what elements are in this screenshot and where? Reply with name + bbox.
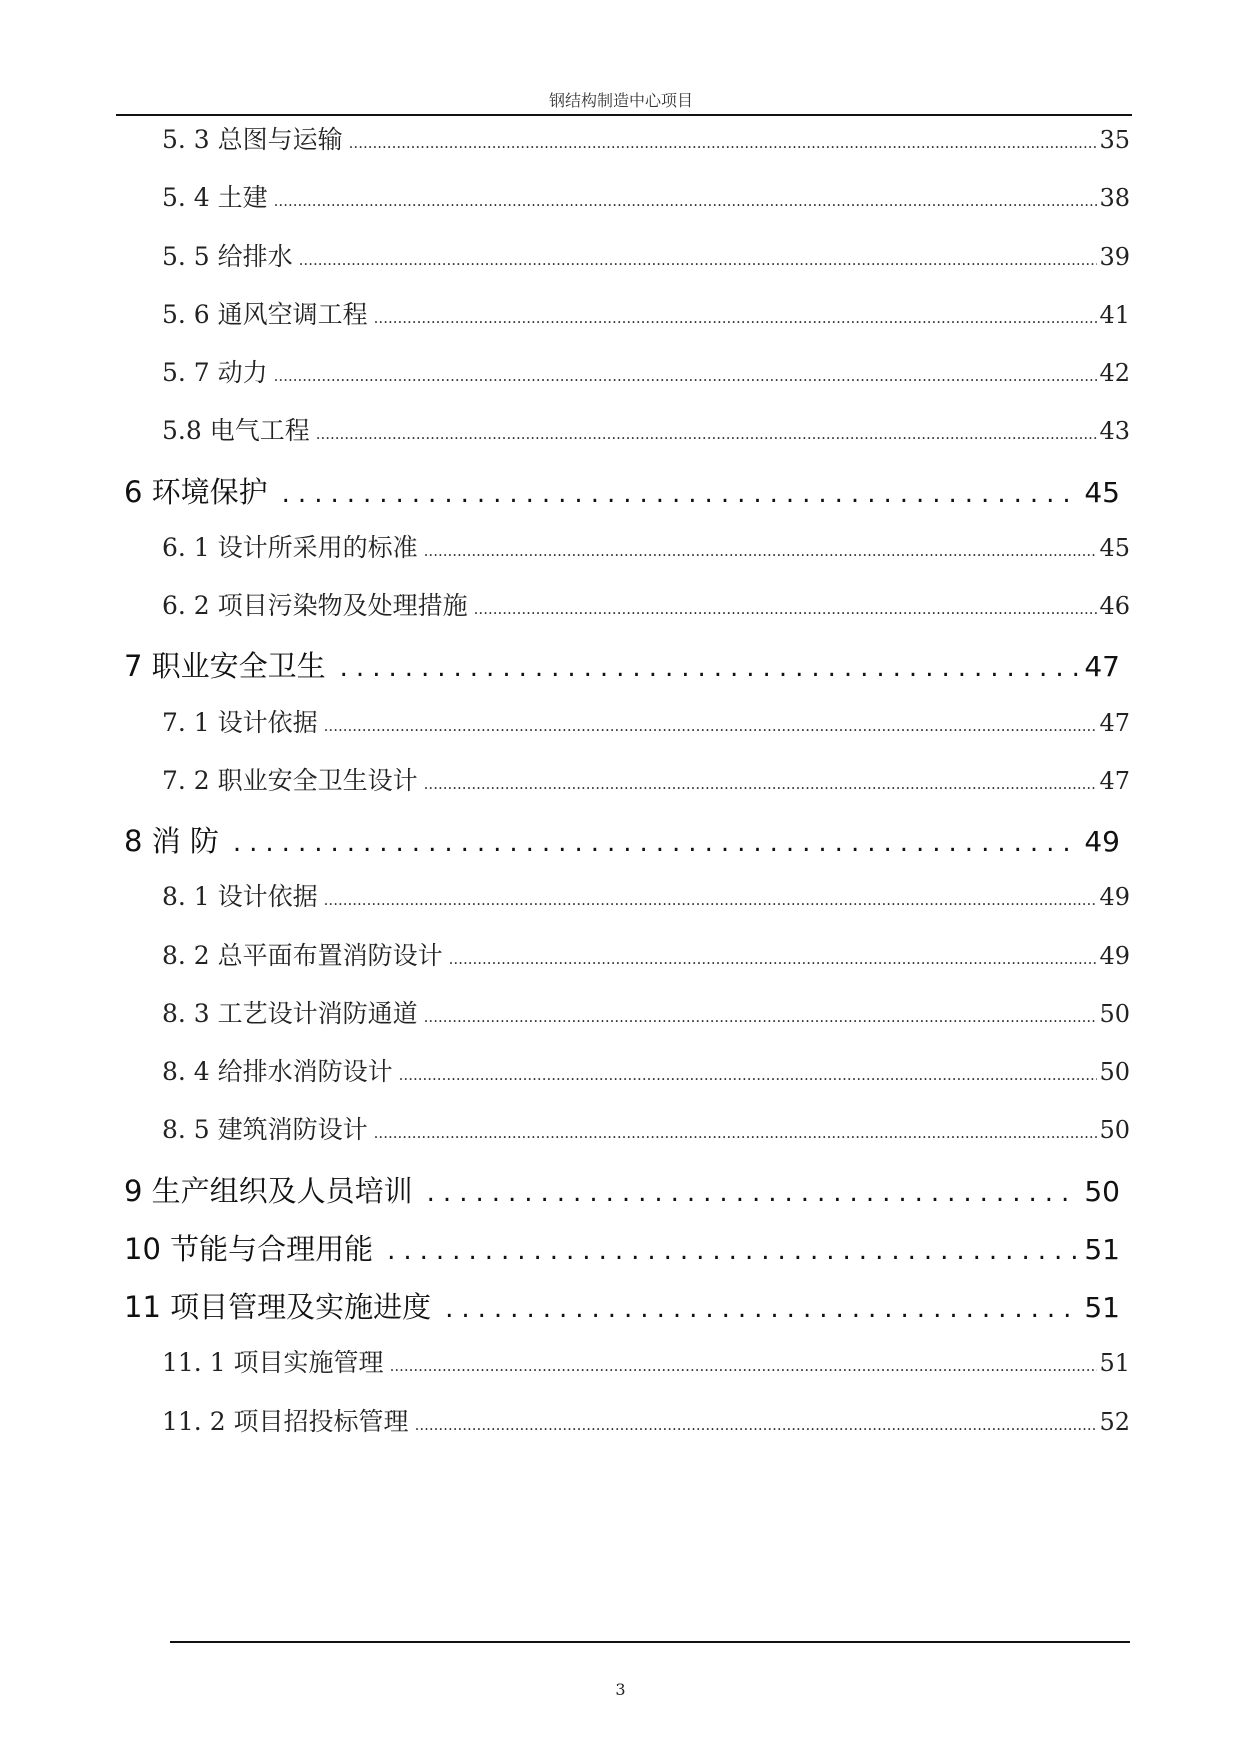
toc-section-entry xyxy=(162,1402,1130,1438)
toc-entry-page: 50 xyxy=(1099,1116,1130,1145)
toc-entry-page: 47 xyxy=(1099,766,1130,795)
toc-dot-leader xyxy=(233,828,1078,858)
toc-entry-page: 38 xyxy=(1099,184,1130,213)
toc-entry-title: 5. 3 总图与运输 xyxy=(162,125,343,154)
toc-entry-title: 5. 4 土建 xyxy=(162,183,268,213)
toc-entry-title: 7. 1 设计依据 xyxy=(162,707,318,737)
toc-entry-title: 5. 7 动力 xyxy=(162,358,268,387)
toc-entry-title: 7 职业安全卫生 xyxy=(124,649,326,684)
toc-entry-title: 8. 5 建筑消防设计 xyxy=(162,1115,368,1145)
toc-section-entry xyxy=(162,877,1130,913)
toc-entry-page: 49 xyxy=(1099,941,1130,970)
toc-entry-page: 43 xyxy=(1099,417,1130,446)
toc-entry-page: 51 xyxy=(1084,1291,1120,1324)
toc-entry-page: 50 xyxy=(1084,1174,1120,1208)
toc-section-entry xyxy=(162,1343,1130,1379)
toc-section-entry xyxy=(162,1052,1130,1088)
toc-entry-title: 6 环境保护 xyxy=(124,474,268,509)
toc-entry-page: 42 xyxy=(1099,359,1130,387)
toc-entry-title: 10 节能与合理用能 xyxy=(124,1231,374,1266)
toc-dot-leader xyxy=(474,600,1098,618)
toc-dot-leader xyxy=(399,1066,1098,1084)
toc-entry-page: 45 xyxy=(1099,533,1130,562)
toc-entry-title: 6. 1 设计所采用的标准 xyxy=(162,532,418,562)
toc-entry-page: 41 xyxy=(1099,300,1130,329)
toc-chapter-entry xyxy=(124,819,1120,860)
toc-dot-leader xyxy=(340,653,1079,683)
toc-chapter-entry xyxy=(124,644,1120,685)
toc-entry-page: 47 xyxy=(1084,650,1120,684)
toc-entry-title: 11. 2 项目招投标管理 xyxy=(162,1406,409,1436)
toc-chapter-entry xyxy=(124,1227,1120,1268)
toc-section-entry xyxy=(162,528,1130,564)
toc-dot-leader xyxy=(282,479,1079,509)
toc-entry-page: 46 xyxy=(1099,592,1130,620)
toc-entry-title: 8. 4 给排水消防设计 xyxy=(162,1057,393,1086)
toc-chapter-entry xyxy=(124,470,1120,511)
toc-entry-title: 8. 2 总平面布置消防设计 xyxy=(162,940,443,970)
toc-entry-title: 11 项目管理及实施进度 xyxy=(124,1290,432,1324)
toc-entry-title: 8. 1 设计依据 xyxy=(162,882,318,912)
toc-entry-page: 39 xyxy=(1099,242,1130,271)
toc-dot-leader xyxy=(387,1236,1078,1266)
toc-section-entry xyxy=(162,761,1130,797)
footer-rule xyxy=(170,1641,1130,1643)
toc-entry-title: 8 消 防 xyxy=(124,824,219,858)
toc-dot-leader xyxy=(324,891,1098,909)
toc-entry-page: 50 xyxy=(1099,1058,1130,1086)
toc-section-entry xyxy=(162,295,1130,331)
toc-entry-title: 9 生产组织及人员培训 xyxy=(124,1173,413,1208)
toc-entry-page: 45 xyxy=(1084,475,1120,509)
toc-dot-leader xyxy=(445,1294,1078,1324)
toc-chapter-entry xyxy=(124,1169,1120,1210)
toc-entry-page: 49 xyxy=(1099,883,1130,912)
running-header: 钢结构制造中心项目 xyxy=(548,91,693,110)
toc-entry-title: 5. 5 给排水 xyxy=(162,241,293,271)
toc-dot-leader xyxy=(299,251,1098,269)
toc-entry-title: 6. 2 项目污染物及处理措施 xyxy=(162,591,468,620)
toc-dot-leader xyxy=(274,367,1098,385)
toc-dot-leader xyxy=(449,950,1098,968)
toc-entry-title: 5.8 电气工程 xyxy=(162,416,310,446)
toc-dot-leader xyxy=(374,1124,1098,1142)
toc-entry-page: 49 xyxy=(1084,825,1120,858)
toc-dot-leader xyxy=(274,192,1098,210)
toc-dot-leader xyxy=(424,542,1098,560)
page-number: 3 xyxy=(615,1680,626,1699)
toc-entry-page: 51 xyxy=(1084,1232,1120,1266)
toc-dot-leader xyxy=(415,1416,1098,1434)
toc-dot-leader xyxy=(427,1178,1079,1208)
toc-section-entry xyxy=(162,411,1130,447)
toc-section-entry xyxy=(162,994,1130,1030)
toc-entry-page: 52 xyxy=(1099,1407,1130,1436)
toc-section-entry xyxy=(162,1110,1130,1146)
toc-dot-leader xyxy=(374,309,1098,327)
header-rule xyxy=(116,114,1132,116)
toc-section-entry xyxy=(162,703,1130,739)
toc-entry-title: 7. 2 职业安全卫生设计 xyxy=(162,765,418,795)
toc-dot-leader xyxy=(324,717,1098,735)
toc-dot-leader xyxy=(424,1008,1098,1026)
toc-dot-leader xyxy=(390,1357,1098,1375)
toc-section-entry xyxy=(162,353,1130,389)
toc-entry-page: 35 xyxy=(1099,126,1130,154)
toc-entry-title: 5. 6 通风空调工程 xyxy=(162,299,368,329)
toc-section-entry xyxy=(162,120,1130,156)
toc-entry-title: 8. 3 工艺设计消防通道 xyxy=(162,998,418,1028)
toc-dot-leader xyxy=(349,134,1098,152)
toc-entry-title: 11. 1 项目实施管理 xyxy=(162,1348,384,1378)
toc-entry-page: 51 xyxy=(1099,1349,1130,1378)
toc-section-entry xyxy=(162,178,1130,214)
toc-dot-leader xyxy=(316,425,1098,443)
toc-section-entry xyxy=(162,936,1130,972)
toc-section-entry xyxy=(162,237,1130,273)
toc-section-entry xyxy=(162,586,1130,622)
toc-dot-leader xyxy=(424,775,1098,793)
toc-entry-page: 47 xyxy=(1099,708,1130,737)
toc-chapter-entry xyxy=(124,1285,1120,1326)
toc-entry-page: 50 xyxy=(1099,999,1130,1028)
